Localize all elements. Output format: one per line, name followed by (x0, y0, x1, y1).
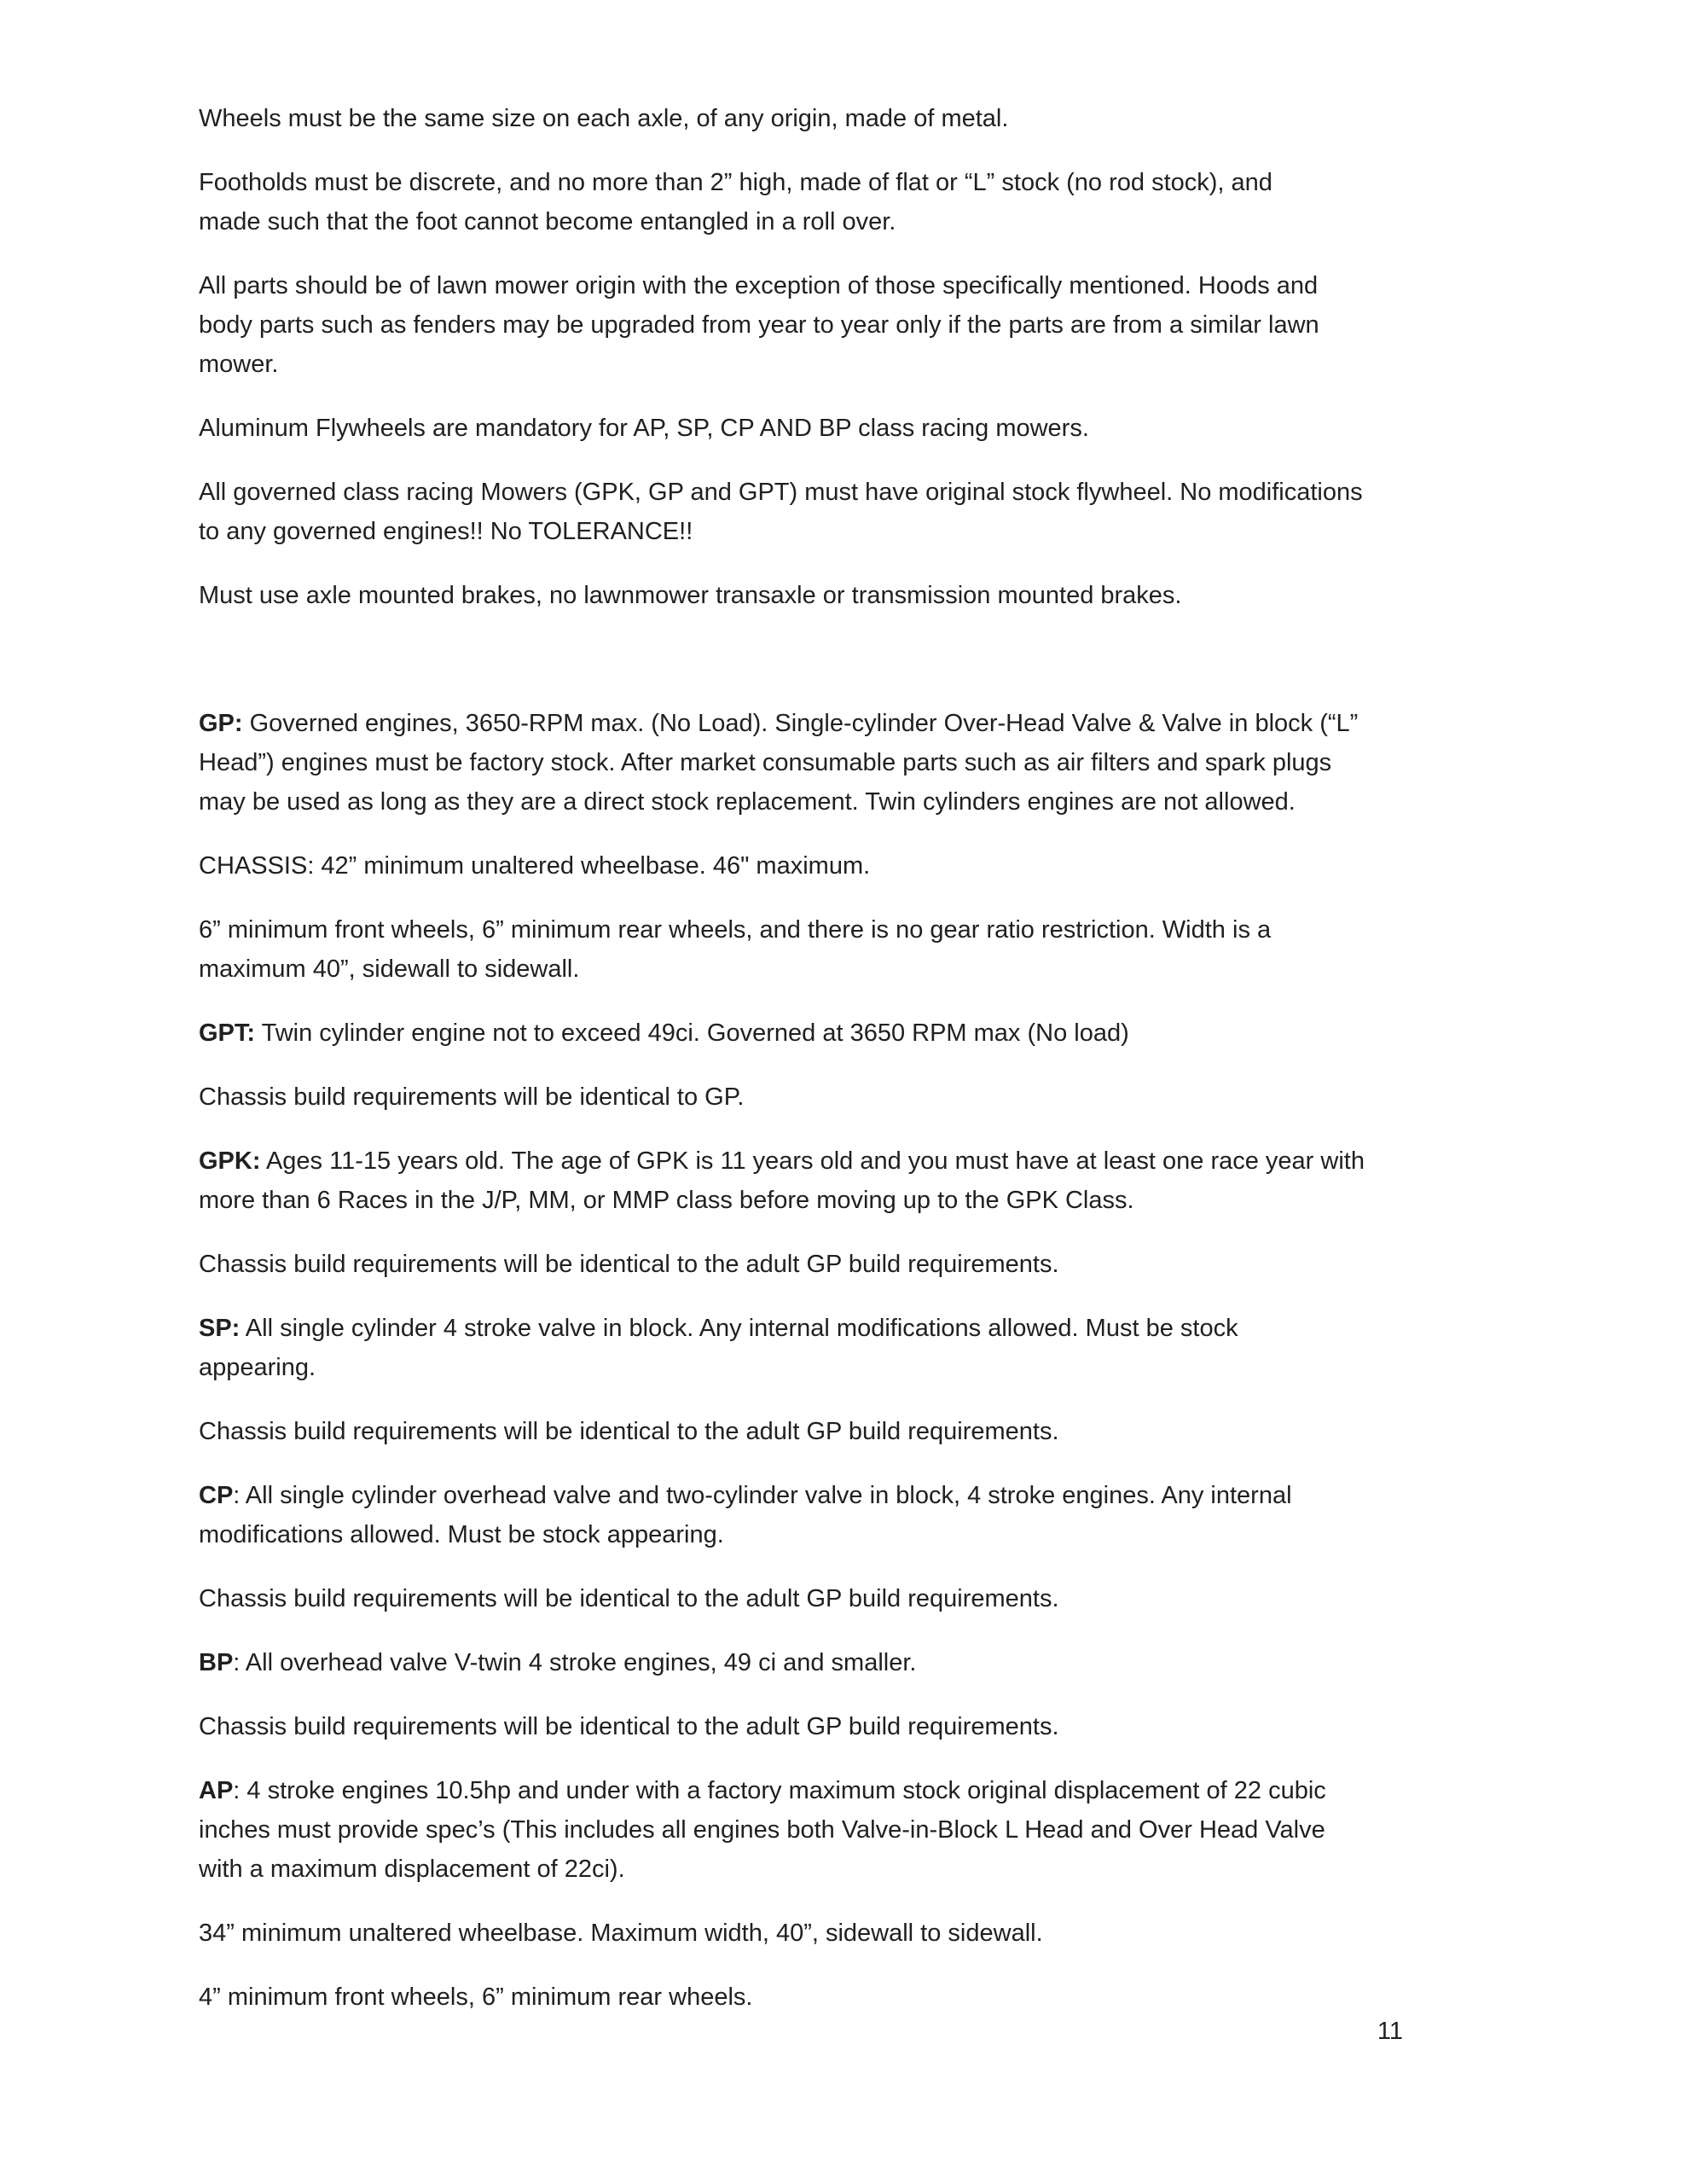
text-line: SP: All single cylinder 4 stroke valve in block. Any internal modifications allowed. Must be stock (199, 1315, 1238, 1342)
text-line: BP: All overhead valve V-twin 4 stroke engines, 49 ci and smaller. (199, 1649, 917, 1676)
p-ap (199, 1771, 1495, 1889)
text-line: AP: 4 stroke engines 10.5hp and under with a factory maximum stock original displacement of 22 cubic (199, 1777, 1326, 1804)
class-label: GPK: (199, 1147, 261, 1175)
class-label: SP: (199, 1315, 241, 1342)
text-line: inches must provide spec’s (This includes all engines both Valve-in-Block L Head and Over Head Valve (199, 1816, 1325, 1844)
text-line: Chassis build requirements will be identical to GP. (199, 1083, 745, 1111)
class-label: BP (199, 1649, 234, 1676)
text-line: more than 6 Races in the J/P, MM, or MMP class before moving up to the GPK Class. (199, 1187, 1134, 1214)
text-line: Must use axle mounted brakes, no lawnmower transaxle or transmission mounted brakes. (199, 582, 1182, 609)
p-wheels (199, 99, 1495, 138)
p-gpk-chassis (199, 1245, 1495, 1284)
p-cp (199, 1476, 1495, 1554)
text-line: 34” minimum unaltered wheelbase. Maximum width, 40”, sidewall to sidewall. (199, 1920, 1043, 1947)
class-label: CP (199, 1482, 234, 1509)
p-gpt (199, 1014, 1495, 1053)
p-bp-chassis (199, 1707, 1495, 1746)
text-line: body parts such as fenders may be upgraded from year to year only if the parts are from a similar lawn (199, 311, 1319, 339)
text-line: Chassis build requirements will be identical to the adult GP build requirements. (199, 1585, 1059, 1612)
p-sp (199, 1309, 1495, 1387)
text-line: Chassis build requirements will be identical to the adult GP build requirements. (199, 1713, 1059, 1740)
page-number: 11 (1377, 2018, 1403, 2045)
p-gpk (199, 1141, 1495, 1220)
p-sp-chassis (199, 1412, 1495, 1451)
text-line: with a maximum displacement of 22ci). (199, 1856, 625, 1883)
p-gp (199, 704, 1495, 822)
text-line: 6” minimum front wheels, 6” minimum rear wheels, and there is no gear ratio restriction. Width is a (199, 916, 1272, 944)
text-line: to any governed engines!! No TOLERANCE!! (199, 518, 693, 545)
text-line: maximum 40”, sidewall to sidewall. (199, 956, 580, 983)
text-line: GPK: Ages 11-15 years old. The age of GPK is 11 years old and you must have at least one race year with (199, 1147, 1365, 1175)
class-label: GPT: (199, 1019, 256, 1047)
text-line: modifications allowed. Must be stock appearing. (199, 1521, 724, 1548)
p-gp-wheels (199, 910, 1495, 989)
text-line: 4” minimum front wheels, 6” minimum rear wheels. (199, 1984, 753, 2011)
text-line: All governed class racing Mowers (GPK, GP and GPT) must have original stock flywheel. No modifications (199, 479, 1363, 506)
p-flywheels (199, 409, 1495, 448)
p-ap-wheelbase (199, 1914, 1495, 1953)
text-line: appearing. (199, 1354, 316, 1381)
text-line: may be used as long as they are a direct stock replacement. Twin cylinders engines are not allowed. (199, 788, 1296, 816)
p-cp-chassis (199, 1579, 1495, 1618)
text-line: Footholds must be discrete, and no more than 2” high, made of flat or “L” stock (no rod stock), and (199, 169, 1272, 196)
text-line: Head”) engines must be factory stock. After market consumable parts such as air filters and spark plugs (199, 749, 1332, 776)
text-line (199, 640, 1495, 679)
p-gpt-chassis (199, 1077, 1495, 1117)
text-line: Chassis build requirements will be identical to the adult GP build requirements. (199, 1251, 1059, 1278)
text-line: Aluminum Flywheels are mandatory for AP, SP, CP AND BP class racing mowers. (199, 415, 1089, 442)
class-label: GP: (199, 710, 243, 737)
p-parts-origin (199, 266, 1495, 384)
text-line: GP: Governed engines, 3650-RPM max. (No Load). Single-cylinder Over-Head Valve & Valve in block (“L” (199, 710, 1359, 737)
class-label: AP (199, 1777, 234, 1804)
p-footholds (199, 163, 1495, 241)
text-line: CP: All single cylinder overhead valve and two-cylinder valve in block, 4 stroke engines. Any internal (199, 1482, 1292, 1509)
p-gp-chassis (199, 846, 1495, 886)
p-brakes (199, 576, 1495, 615)
text-line: GPT: Twin cylinder engine not to exceed 49ci. Governed at 3650 RPM max (No load) (199, 1019, 1129, 1047)
text-line: Chassis build requirements will be identical to the adult GP build requirements. (199, 1418, 1059, 1445)
text-line: Wheels must be the same size on each axle, of any origin, made of metal. (199, 105, 1009, 132)
p-governed-classes (199, 473, 1495, 551)
text-line: CHASSIS: 42” minimum unaltered wheelbase. 46" maximum. (199, 852, 871, 880)
text-line: mower. (199, 351, 279, 378)
p-spacer (199, 640, 1495, 679)
document-body (199, 99, 1495, 2042)
text-line: made such that the foot cannot become entangled in a roll over. (199, 208, 896, 235)
text-line: All parts should be of lawn mower origin with the exception of those specifically mentioned. Hoods and (199, 272, 1319, 299)
p-bp (199, 1643, 1495, 1682)
